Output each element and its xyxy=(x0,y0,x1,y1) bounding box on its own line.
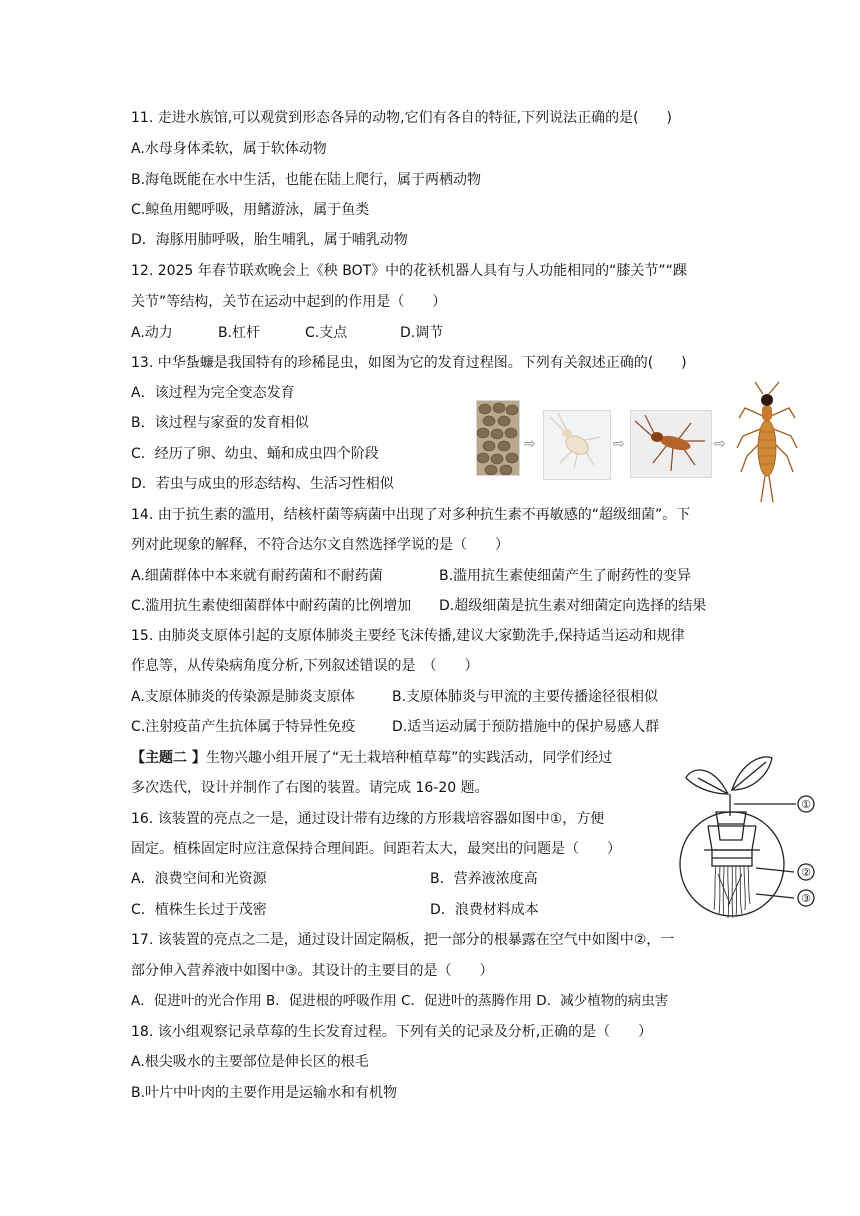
q15-option-b: B.支原体肺炎与甲流的主要传播途径很相似 xyxy=(392,689,659,705)
q16-option-b: B．营养液浓度高 xyxy=(430,871,538,887)
q12-option-c: C.支点 xyxy=(305,325,348,341)
q14-option-c: C.滥用抗生素使细菌群体中耐药菌的比例增加 xyxy=(131,598,412,614)
q17-options: A．促进叶的光合作用 B．促进根的呼吸作用 C．促进叶的蒸腾作用 D．减少植物的病虫害 xyxy=(131,993,669,1009)
q13-option-c: C．经历了卵、幼虫、蛹和成虫四个阶段 xyxy=(131,446,379,462)
q12-stem-line1: 12. 2025 年春节联欢晚会上《秧 BOT》中的花袄机器人具有与人功能相同的“膝关节”“踝 xyxy=(131,263,687,279)
q15-stem-line1: 15. 由肺炎支原体引起的支原体肺炎主要经飞沫传播,建议大家勤洗手,保持适当运动和规律 xyxy=(131,628,685,644)
q17-stem-line2: 部分伸入营养液中如图中③。其设计的主要目的是（ ） xyxy=(131,963,494,979)
q12-option-a: A.动力 xyxy=(131,325,173,341)
arrow-icon: ⇨ xyxy=(613,436,625,452)
q18-stem: 18. 该小组观察记录草莓的生长发育过程。下列有关的记录及分析,正确的是（ ） xyxy=(131,1024,653,1040)
q13-option-a: A．该过程为完全变态发育 xyxy=(131,385,295,401)
label-2: ② xyxy=(801,866,811,879)
q17-stem-line1: 17. 该装置的亮点之二是，通过设计固定隔板，把一部分的根暴露在空气中如图中②，一 xyxy=(131,932,675,948)
label-3: ③ xyxy=(801,892,811,905)
q16-stem-line2: 固定。植株固定时应注意保持合理间距。间距若太大，最突出的问题是（ ） xyxy=(131,841,621,857)
q13-option-d: D．若虫与成虫的形态结构、生活习性相似 xyxy=(131,476,394,492)
q14-stem-line2: 列对此现象的解释，不符合达尔文自然选择学说的是（ ） xyxy=(131,537,509,553)
egg-photo xyxy=(476,400,520,476)
q11-stem: 11. 走进水族馆,可以观赏到形态各异的动物,它们有各自的特征,下列说法正确的是( ) xyxy=(131,110,672,126)
q14-option-d: D.超级细菌是抗生素对细菌定向选择的结果 xyxy=(439,598,707,614)
q15-option-c: C.注射疫苗产生抗体属于特异性免疫 xyxy=(131,719,356,735)
q14-stem-line1: 14. 由于抗生素的滥用，结核杆菌等病菌中出现了对多种抗生素不再敏感的“超级细菌”。下 xyxy=(131,507,691,523)
q11-option-d: D．海豚用肺呼吸，胎生哺乳，属于哺乳动物 xyxy=(131,232,408,248)
q11-option-c: C.鲸鱼用鳃呼吸，用鳍游泳，属于鱼类 xyxy=(131,202,370,218)
theme2-intro-line2: 多次迭代，设计并制作了右图的装置。请完成 16-20 题。 xyxy=(131,780,489,796)
q16-stem-line1: 16. 该装置的亮点之一是，通过设计带有边缘的方形栽培容器如图中①，方便 xyxy=(131,811,605,827)
hydroponic-diagram xyxy=(672,754,822,926)
q15-option-a: A.支原体肺炎的传染源是肺炎支原体 xyxy=(131,689,355,705)
q18-option-b: B.叶片中叶肉的主要作用是运输水和有机物 xyxy=(131,1085,398,1101)
q12-option-b: B.杠杆 xyxy=(218,325,261,341)
q15-stem-line2: 作息等，从传染病角度分析,下列叙述错误的是 （ ） xyxy=(131,658,479,674)
q11-option-a: A.水母身体柔软，属于软体动物 xyxy=(131,141,327,157)
q18-option-a: A.根尖吸水的主要部位是伸长区的根毛 xyxy=(131,1054,369,1070)
label-1: ① xyxy=(801,798,811,811)
nymph-photo xyxy=(543,410,611,480)
q14-option-b: B.滥用抗生素使细菌产生了耐药性的变异 xyxy=(439,568,692,584)
q13-stem: 13. 中华蚻蠊是我国特有的珍稀昆虫，如图为它的发育过程图。下列有关叙述正确的( ) xyxy=(131,355,687,371)
adult-insect-drawing xyxy=(733,380,801,504)
q11-option-b: B.海龟既能在水中生活，也能在陆上爬行，属于两栖动物 xyxy=(131,172,482,188)
theme2-intro-text: 生物兴趣小组开展了“无土栽培种植草莓”的实践活动，同学们经过 xyxy=(205,750,613,766)
arrow-icon: ⇨ xyxy=(714,436,726,452)
q15-option-d: D.适当运动属于预防措施中的保护易感人群 xyxy=(392,719,660,735)
q14-option-a: A.细菌群体中本来就有耐药菌和不耐药菌 xyxy=(131,568,383,584)
q16-option-a: A．浪费空间和光资源 xyxy=(131,871,267,887)
q13-option-b: B．该过程与家蚕的发育相似 xyxy=(131,415,309,431)
arrow-icon: ⇨ xyxy=(524,436,536,452)
theme2-heading: 【主题二 】 xyxy=(131,750,206,766)
q12-stem-line2: 关节”等结构，关节在运动中起到的作用是（ ） xyxy=(131,294,447,310)
q12-option-d: D.调节 xyxy=(400,325,444,341)
q16-option-d: D．浪费材料成本 xyxy=(430,902,539,918)
theme2-intro-line1 xyxy=(131,748,612,768)
adult-photo xyxy=(630,410,712,478)
q16-option-c: C．植株生长过于茂密 xyxy=(131,902,267,918)
